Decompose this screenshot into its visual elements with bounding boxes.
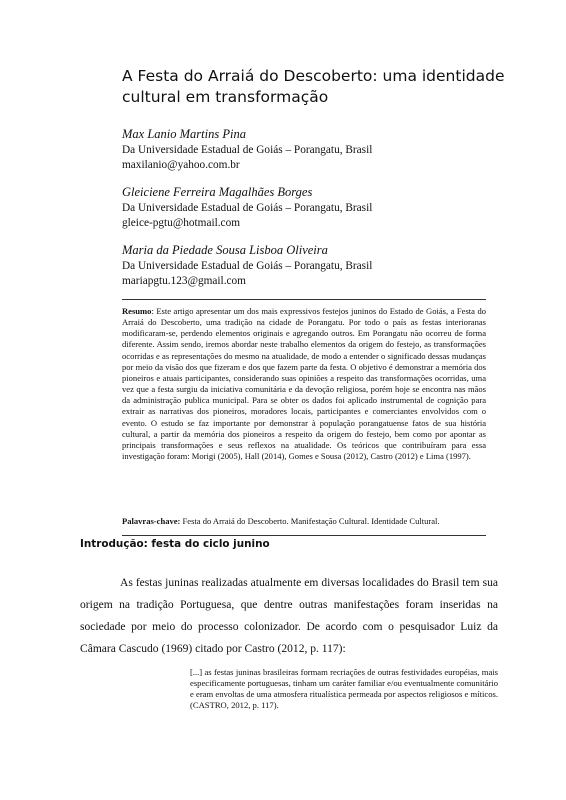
- section-heading: Introdução: festa do ciclo junino: [80, 538, 270, 550]
- author-block: [122, 184, 522, 231]
- author-block: [122, 126, 522, 173]
- author-block: [122, 242, 522, 289]
- keywords: [122, 516, 486, 527]
- author-list: [122, 126, 522, 300]
- abstract-top-rule: [122, 299, 486, 300]
- author-affiliation: Da Universidade Estadual de Goiás – Porangatu, Brasil: [122, 144, 373, 156]
- author-email: maxilanio@yahoo.com.br: [122, 159, 240, 171]
- author-email: mariapgtu.123@gmail.com: [122, 275, 246, 287]
- abstract-text: : Este artigo apresentar um dos mais expressivos festejos juninos do Estado de Goiás, a Festa do Arraiá do Descoberto, uma tradição na cidade de Porangatu. Por todo o país as festas interioranas modificaram-se, perdendo elementos originais e agregando outros. Em Porangatu não ocorreu de forma diferente. Assim sendo, iremos abordar neste trabalho elementos da origem do festejo, as transformações ocorridas e as representações do mesmo na atualidade, de modo a entender o significado dessas mudanças por meio da visão dos que fizeram e dos que fazem parte da festa. O objetivo é demonstrar a memória dos pioneiros e atuais participantes, considerando suas opiniões a respeito das transformações ocorridas, uma vez que a festa surgiu da iniciativa comunitária e da devoção religiosa, porém hoje se encontra nas mãos da administração publica municipal. Para se obter os dados foi aplicado instrumental de cognição para extrair as narrativas dos pioneiros, moradores locais, participantes e comerciantes envolvidos com o evento. O estudo se faz importante por demonstrar à população porangatuense fatos de sua história cultural, a partir da memória dos pioneiros a respeito da origem do festejo, bem como por apontar as principais transformações e seus reflexos na atualidade. Os teóricos que contribuíram para essa investigação foram: Morigi (2005), Hall (2014), Gomes e Sousa (2012), Castro (2012) e Lima (1997).: [122, 306, 486, 462]
- author-name: Gleiciene Ferreira Magalhães Borges: [122, 185, 313, 199]
- keywords-text: Festa do Arraiá do Descoberto. Manifestação Cultural. Identidade Cultural.: [180, 516, 440, 526]
- abstract-label: Resumo: [122, 306, 152, 316]
- block-quote: [...] as festas juninas brasileiras formam recriações de outras festividades européias, mais especificamente portuguesas, tinham um caráter familiar e/ou eventualmente comunitário e eram envoltas de uma atmosfera ritualística permeada por aspectos religiosos e míticos. (CASTRO, 2012, p. 117).: [190, 667, 498, 711]
- keywords-label: Palavras-chave:: [122, 516, 181, 526]
- author-affiliation: Da Universidade Estadual de Goiás – Porangatu, Brasil: [122, 202, 373, 214]
- abstract: [122, 306, 486, 462]
- author-name: Maria da Piedade Sousa Lisboa Oliveira: [122, 243, 328, 257]
- author-affiliation: Da Universidade Estadual de Goiás – Porangatu, Brasil: [122, 260, 373, 272]
- abstract-bottom-rule: [122, 535, 486, 536]
- author-name: Max Lanio Martins Pina: [122, 127, 246, 141]
- body-paragraph: As festas juninas realizadas atualmente em diversas localidades do Brasil tem sua origem na tradição Portuguesa, que dentre outras manifestações foram inseridas na sociedade por meio do processo colonizador. De acordo com o pesquisador Luiz da Câmara Cascudo (1969) citado por Castro (2012, p. 117):: [80, 577, 498, 656]
- article-title: A Festa do Arraiá do Descoberto: uma identidade cultural em transformação: [122, 67, 505, 106]
- author-email: gleice-pgtu@hotmail.com: [122, 217, 241, 229]
